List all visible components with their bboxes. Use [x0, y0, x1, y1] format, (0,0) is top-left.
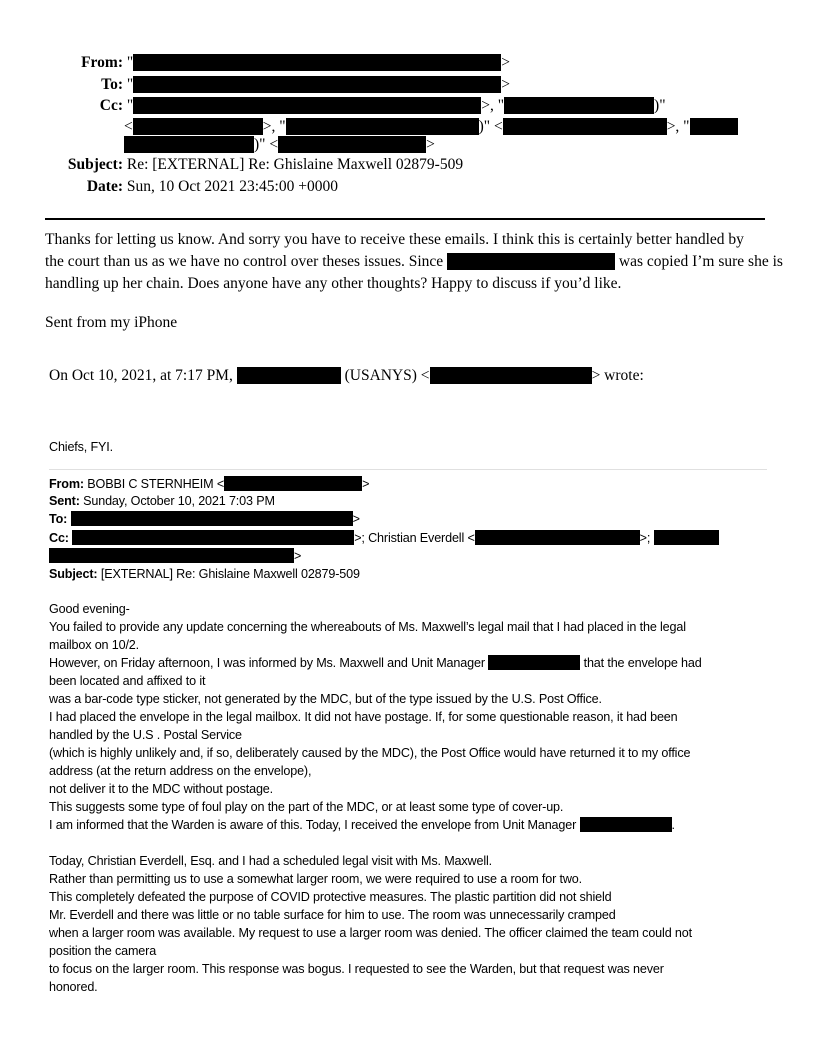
body-line: [49, 654, 702, 672]
text: I am informed that the Warden is aware of this. Today, I received the envelope from Unit Manager: [49, 818, 577, 832]
label: Cc:: [49, 531, 69, 545]
fwd-cc-cont: >: [49, 547, 301, 565]
text: On Oct 10, 2021, at 7:17 PM,: [49, 367, 233, 384]
redaction: [237, 367, 341, 384]
redaction: [72, 530, 354, 545]
forward-note: Chiefs, FYI.: [49, 440, 113, 454]
to-label: To:: [101, 76, 123, 93]
label: To:: [49, 512, 68, 526]
redaction: [475, 530, 640, 545]
reply-line: handling up her chain. Does anyone have any other thoughts? Happy to discuss if you’d like.: [45, 275, 622, 292]
text: was copied I’m sure she is: [618, 253, 783, 270]
fwd-sent: [49, 492, 275, 510]
header-subject: [40, 156, 463, 174]
header-cc-cont2: )" < >: [124, 136, 435, 154]
text: BOBBI C STERNHEIM <: [87, 477, 225, 491]
cc-label: Cc:: [99, 97, 123, 114]
fwd-to: To: >: [49, 512, 360, 526]
fwd-cc: Cc: >; Christian Everdell < >;: [49, 529, 719, 547]
redaction: [71, 511, 353, 526]
quote-header: [49, 367, 644, 385]
text: the court than us as we have no control over theses issues. Since: [45, 253, 444, 270]
body-line: handled by the U.S . Postal Service: [49, 728, 242, 742]
reply-line: Thanks for letting us know. And sorry you have to receive these emails. I think this is certainly better handled by: [45, 231, 744, 248]
label: Subject:: [49, 567, 98, 581]
label: From:: [49, 477, 84, 491]
body-line: mailbox on 10/2.: [49, 638, 140, 652]
body-line: Today, Christian Everdell, Esq. and I had a scheduled legal visit with Ms. Maxwell.: [49, 854, 493, 868]
text: [EXTERNAL] Re: Ghislaine Maxwell 02879-509: [100, 567, 360, 581]
redaction: [133, 97, 481, 114]
redaction: [286, 118, 479, 135]
header-from: From: " >: [40, 54, 510, 72]
text: However, on Friday afternoon, I was informed by Ms. Maxwell and Unit Manager: [49, 656, 485, 670]
text: >; Christian Everdell <: [354, 531, 475, 545]
body-line: address (at the return address on the envelope),: [49, 764, 312, 778]
body-line: You failed to provide any update concerning the whereabouts of Ms. Maxwell’s legal mail that I had placed in the legal: [49, 620, 686, 634]
body-line: not deliver it to the MDC without postage.: [49, 782, 274, 796]
body-line: Mr. Everdell and there was little or no table surface for him to use. The room was unnecessarily cramped: [49, 908, 616, 922]
redaction: [278, 136, 426, 153]
text: that the envelope had: [583, 656, 702, 670]
body-line: when a larger room was available. My request to use a larger room was denied. The officer claimed the team could not: [49, 926, 692, 940]
header-date: [40, 178, 338, 196]
redaction: [133, 118, 263, 135]
redaction: [447, 253, 615, 270]
redaction: [430, 367, 592, 384]
redaction: [488, 655, 580, 670]
body-line: been located and affixed to it: [49, 674, 206, 688]
body-line: I am informed that the Warden is aware of this. Today, I received the envelope from Unit Manager .: [49, 818, 675, 832]
body-line: This completely defeated the purpose of COVID protective measures. The plastic partition did not shield: [49, 890, 612, 904]
body-line: was a bar-code type sticker, not generated by the MDC, but of the type issued by the U.S. Post Office.: [49, 692, 602, 706]
redaction: [690, 118, 738, 135]
subject: Re: [EXTERNAL] Re: Ghislaine Maxwell 02879-509: [126, 156, 464, 173]
subject-label: Subject:: [67, 156, 123, 173]
redaction: [133, 76, 501, 93]
header-cc: Cc: " >, " )": [40, 97, 666, 115]
body-line: position the camera: [49, 944, 157, 958]
body-line: (which is highly unlikely and, if so, deliberately caused by the MDC), the Post Office would have returned it to my office: [49, 746, 691, 760]
from-label: From:: [81, 54, 123, 71]
redaction: [580, 817, 672, 832]
redaction: [49, 548, 294, 563]
redaction: [124, 136, 254, 153]
text: Sunday, October 10, 2021 7:03 PM: [83, 494, 275, 508]
redaction: [503, 118, 667, 135]
fwd-subject: [49, 565, 360, 583]
text: > wrote:: [591, 367, 644, 384]
date: Sun, 10 Oct 2021 23:45:00 +0000: [126, 178, 338, 195]
body-line: Rather than permitting us to use a somewhat larger room, we were required to use a room for two.: [49, 872, 582, 886]
redaction: [654, 530, 719, 545]
header-cc-cont: < >, " )" < >, ": [124, 118, 738, 136]
body-line: Good evening-: [49, 602, 130, 616]
divider: [45, 218, 765, 220]
separator: [49, 469, 767, 470]
body-line: honored.: [49, 980, 98, 994]
text: (USANYS) <: [344, 367, 430, 384]
date-label: Date:: [86, 178, 123, 195]
body-line: to focus on the larger room. This response was bogus. I requested to see the Warden, but that request was never: [49, 962, 664, 976]
header-to: To: " >: [40, 76, 510, 94]
reply-line: [45, 253, 783, 271]
body-line: This suggests some type of foul play on the part of the MDC, or at least some type of cover-up.: [49, 800, 564, 814]
signature: Sent from my iPhone: [45, 314, 178, 331]
fwd-from: From: BOBBI C STERNHEIM < >: [49, 477, 370, 491]
body-line: I had placed the envelope in the legal mailbox. It did not have postage. If, for some questionable reason, it had been: [49, 710, 678, 724]
redaction: [133, 54, 501, 71]
redaction: [504, 97, 654, 114]
label: Sent:: [49, 494, 80, 508]
redaction: [224, 476, 362, 491]
